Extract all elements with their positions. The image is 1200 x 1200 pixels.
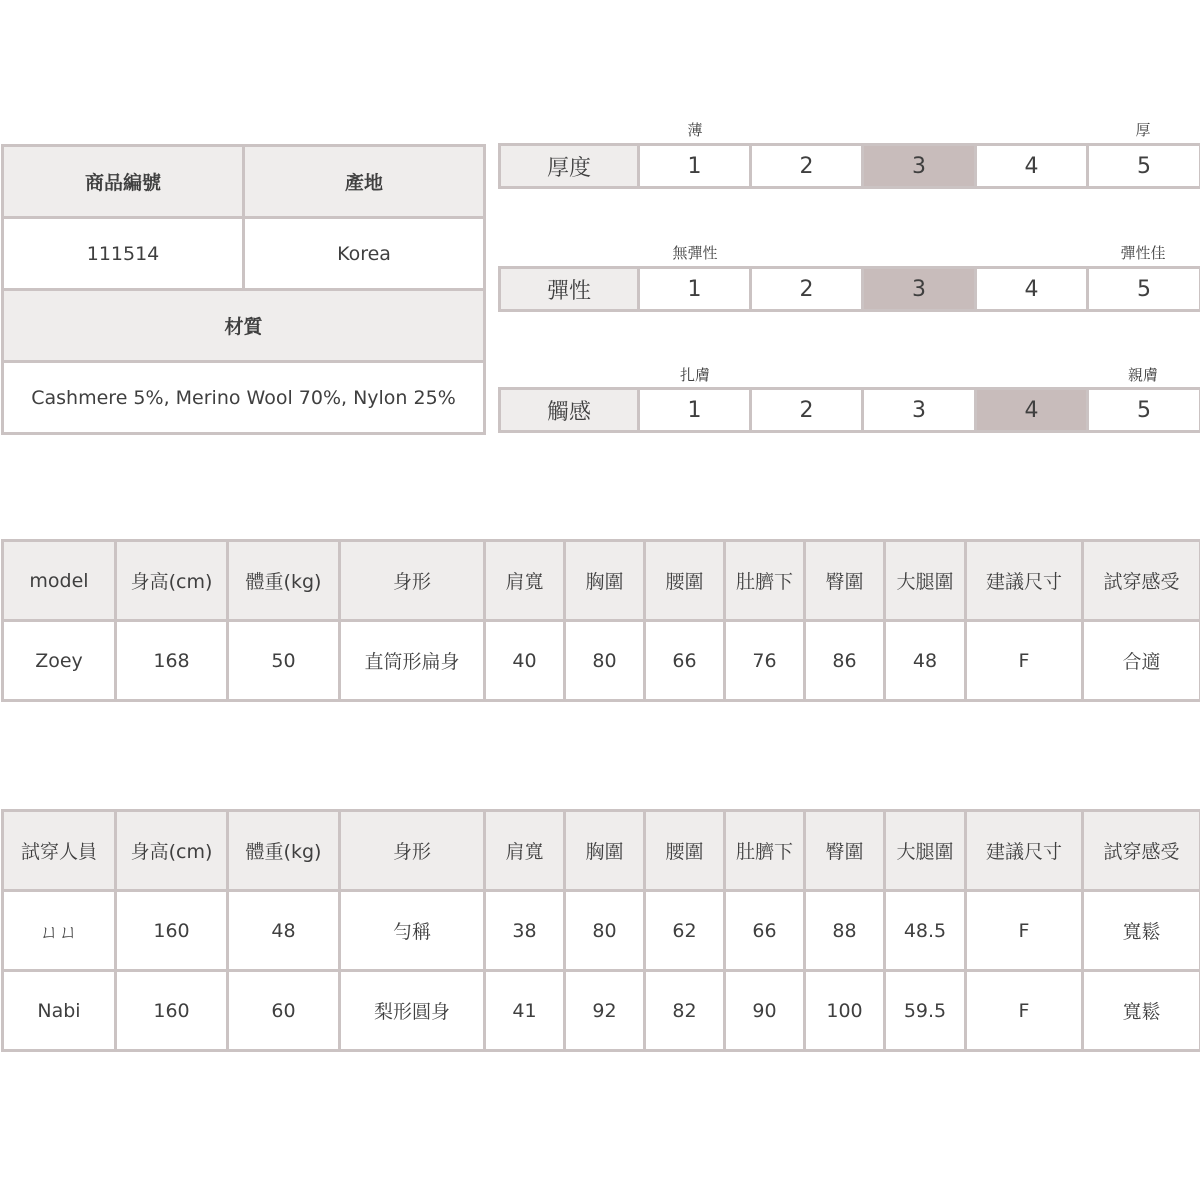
table-header-row (3, 541, 1200, 621)
column-header: 臀圍 (805, 811, 885, 891)
column-header: 臀圍 (805, 541, 885, 621)
table-cell: ㄩㄩ (3, 891, 116, 971)
rating-level: 2 (751, 268, 863, 311)
thickness-high-label: 厚 (1135, 121, 1151, 139)
table-cell: 48 (885, 621, 966, 701)
column-header: 肩寬 (485, 541, 565, 621)
product-code-header: 商品編號 (3, 146, 244, 218)
elasticity-high-label: 彈性佳 (1120, 244, 1166, 262)
table-cell: 66 (725, 891, 805, 971)
table-cell: 59.5 (885, 971, 966, 1051)
table-cell: F (966, 891, 1083, 971)
column-header: 身高(cm) (116, 541, 228, 621)
table-cell: 40 (485, 621, 565, 701)
rating-level-selected: 4 (976, 389, 1088, 432)
table-cell: 88 (805, 891, 885, 971)
origin-header: 產地 (244, 146, 485, 218)
column-header: 試穿人員 (3, 811, 116, 891)
rating-level: 4 (976, 145, 1088, 188)
table-cell: 38 (485, 891, 565, 971)
table-cell: 86 (805, 621, 885, 701)
table-row (3, 971, 1200, 1051)
table-cell: 82 (645, 971, 725, 1051)
column-header: 腰圍 (645, 541, 725, 621)
column-header: 體重(kg) (228, 541, 340, 621)
table-row (3, 621, 1200, 701)
table-cell: 90 (725, 971, 805, 1051)
rating-level: 1 (639, 389, 751, 432)
material-header: 材質 (3, 290, 485, 362)
table-cell: 41 (485, 971, 565, 1051)
table-cell: 76 (725, 621, 805, 701)
column-header: 胸圍 (565, 811, 645, 891)
thickness-rating (498, 143, 1200, 189)
column-header: 試穿感受 (1083, 541, 1200, 621)
table-cell: 寬鬆 (1083, 891, 1200, 971)
rating-level: 5 (1088, 268, 1200, 311)
table-cell: 寬鬆 (1083, 971, 1200, 1051)
table-cell: 66 (645, 621, 725, 701)
elasticity-rating (498, 266, 1200, 312)
material-value: Cashmere 5%, Merino Wool 70%, Nylon 25% (3, 362, 485, 434)
model-size-table (1, 539, 1200, 702)
table-cell: 50 (228, 621, 340, 701)
elasticity-label: 彈性 (500, 268, 639, 311)
column-header: 腰圍 (645, 811, 725, 891)
table-header-row (3, 811, 1200, 891)
column-header: 胸圍 (565, 541, 645, 621)
table-cell: 160 (116, 891, 228, 971)
rating-level-selected: 3 (863, 145, 976, 188)
table-cell: Nabi (3, 971, 116, 1051)
table-cell: F (966, 971, 1083, 1051)
table-cell: 62 (645, 891, 725, 971)
column-header: model (3, 541, 116, 621)
rating-level-selected: 3 (863, 268, 976, 311)
table-cell: 60 (228, 971, 340, 1051)
column-header: 大腿圍 (885, 541, 966, 621)
texture-low-label: 扎膚 (679, 366, 711, 384)
table-cell: 80 (565, 891, 645, 971)
table-cell: 168 (116, 621, 228, 701)
table-cell: 92 (565, 971, 645, 1051)
texture-label: 觸感 (500, 389, 639, 432)
table-cell: 80 (565, 621, 645, 701)
column-header: 身形 (340, 541, 485, 621)
texture-rating (498, 387, 1200, 433)
column-header: 身形 (340, 811, 485, 891)
product-code-value: 111514 (3, 218, 244, 290)
column-header: 建議尺寸 (966, 811, 1083, 891)
column-header: 肚臍下 (725, 811, 805, 891)
rating-level: 1 (639, 145, 751, 188)
table-row (3, 891, 1200, 971)
table-cell: 梨形圓身 (340, 971, 485, 1051)
rating-level: 2 (751, 389, 863, 432)
rating-level: 1 (639, 268, 751, 311)
rating-level: 2 (751, 145, 863, 188)
table-cell: F (966, 621, 1083, 701)
product-info-table (1, 144, 486, 435)
table-cell: 160 (116, 971, 228, 1051)
table-cell: 48 (228, 891, 340, 971)
column-header: 大腿圍 (885, 811, 966, 891)
table-cell: Zoey (3, 621, 116, 701)
column-header: 身高(cm) (116, 811, 228, 891)
column-header: 建議尺寸 (966, 541, 1083, 621)
table-cell: 直筒形扁身 (340, 621, 485, 701)
tester-size-table (1, 809, 1200, 1052)
column-header: 肩寬 (485, 811, 565, 891)
thickness-label: 厚度 (500, 145, 639, 188)
thickness-low-label: 薄 (687, 121, 703, 139)
column-header: 體重(kg) (228, 811, 340, 891)
rating-level: 5 (1088, 145, 1200, 188)
rating-level: 4 (976, 268, 1088, 311)
rating-level: 3 (863, 389, 976, 432)
column-header: 肚臍下 (725, 541, 805, 621)
texture-high-label: 親膚 (1127, 366, 1159, 384)
table-cell: 100 (805, 971, 885, 1051)
column-header: 試穿感受 (1083, 811, 1200, 891)
elasticity-low-label: 無彈性 (672, 244, 718, 262)
rating-level: 5 (1088, 389, 1200, 432)
origin-value: Korea (244, 218, 485, 290)
table-cell: 勻稱 (340, 891, 485, 971)
table-cell: 48.5 (885, 891, 966, 971)
table-cell: 合適 (1083, 621, 1200, 701)
